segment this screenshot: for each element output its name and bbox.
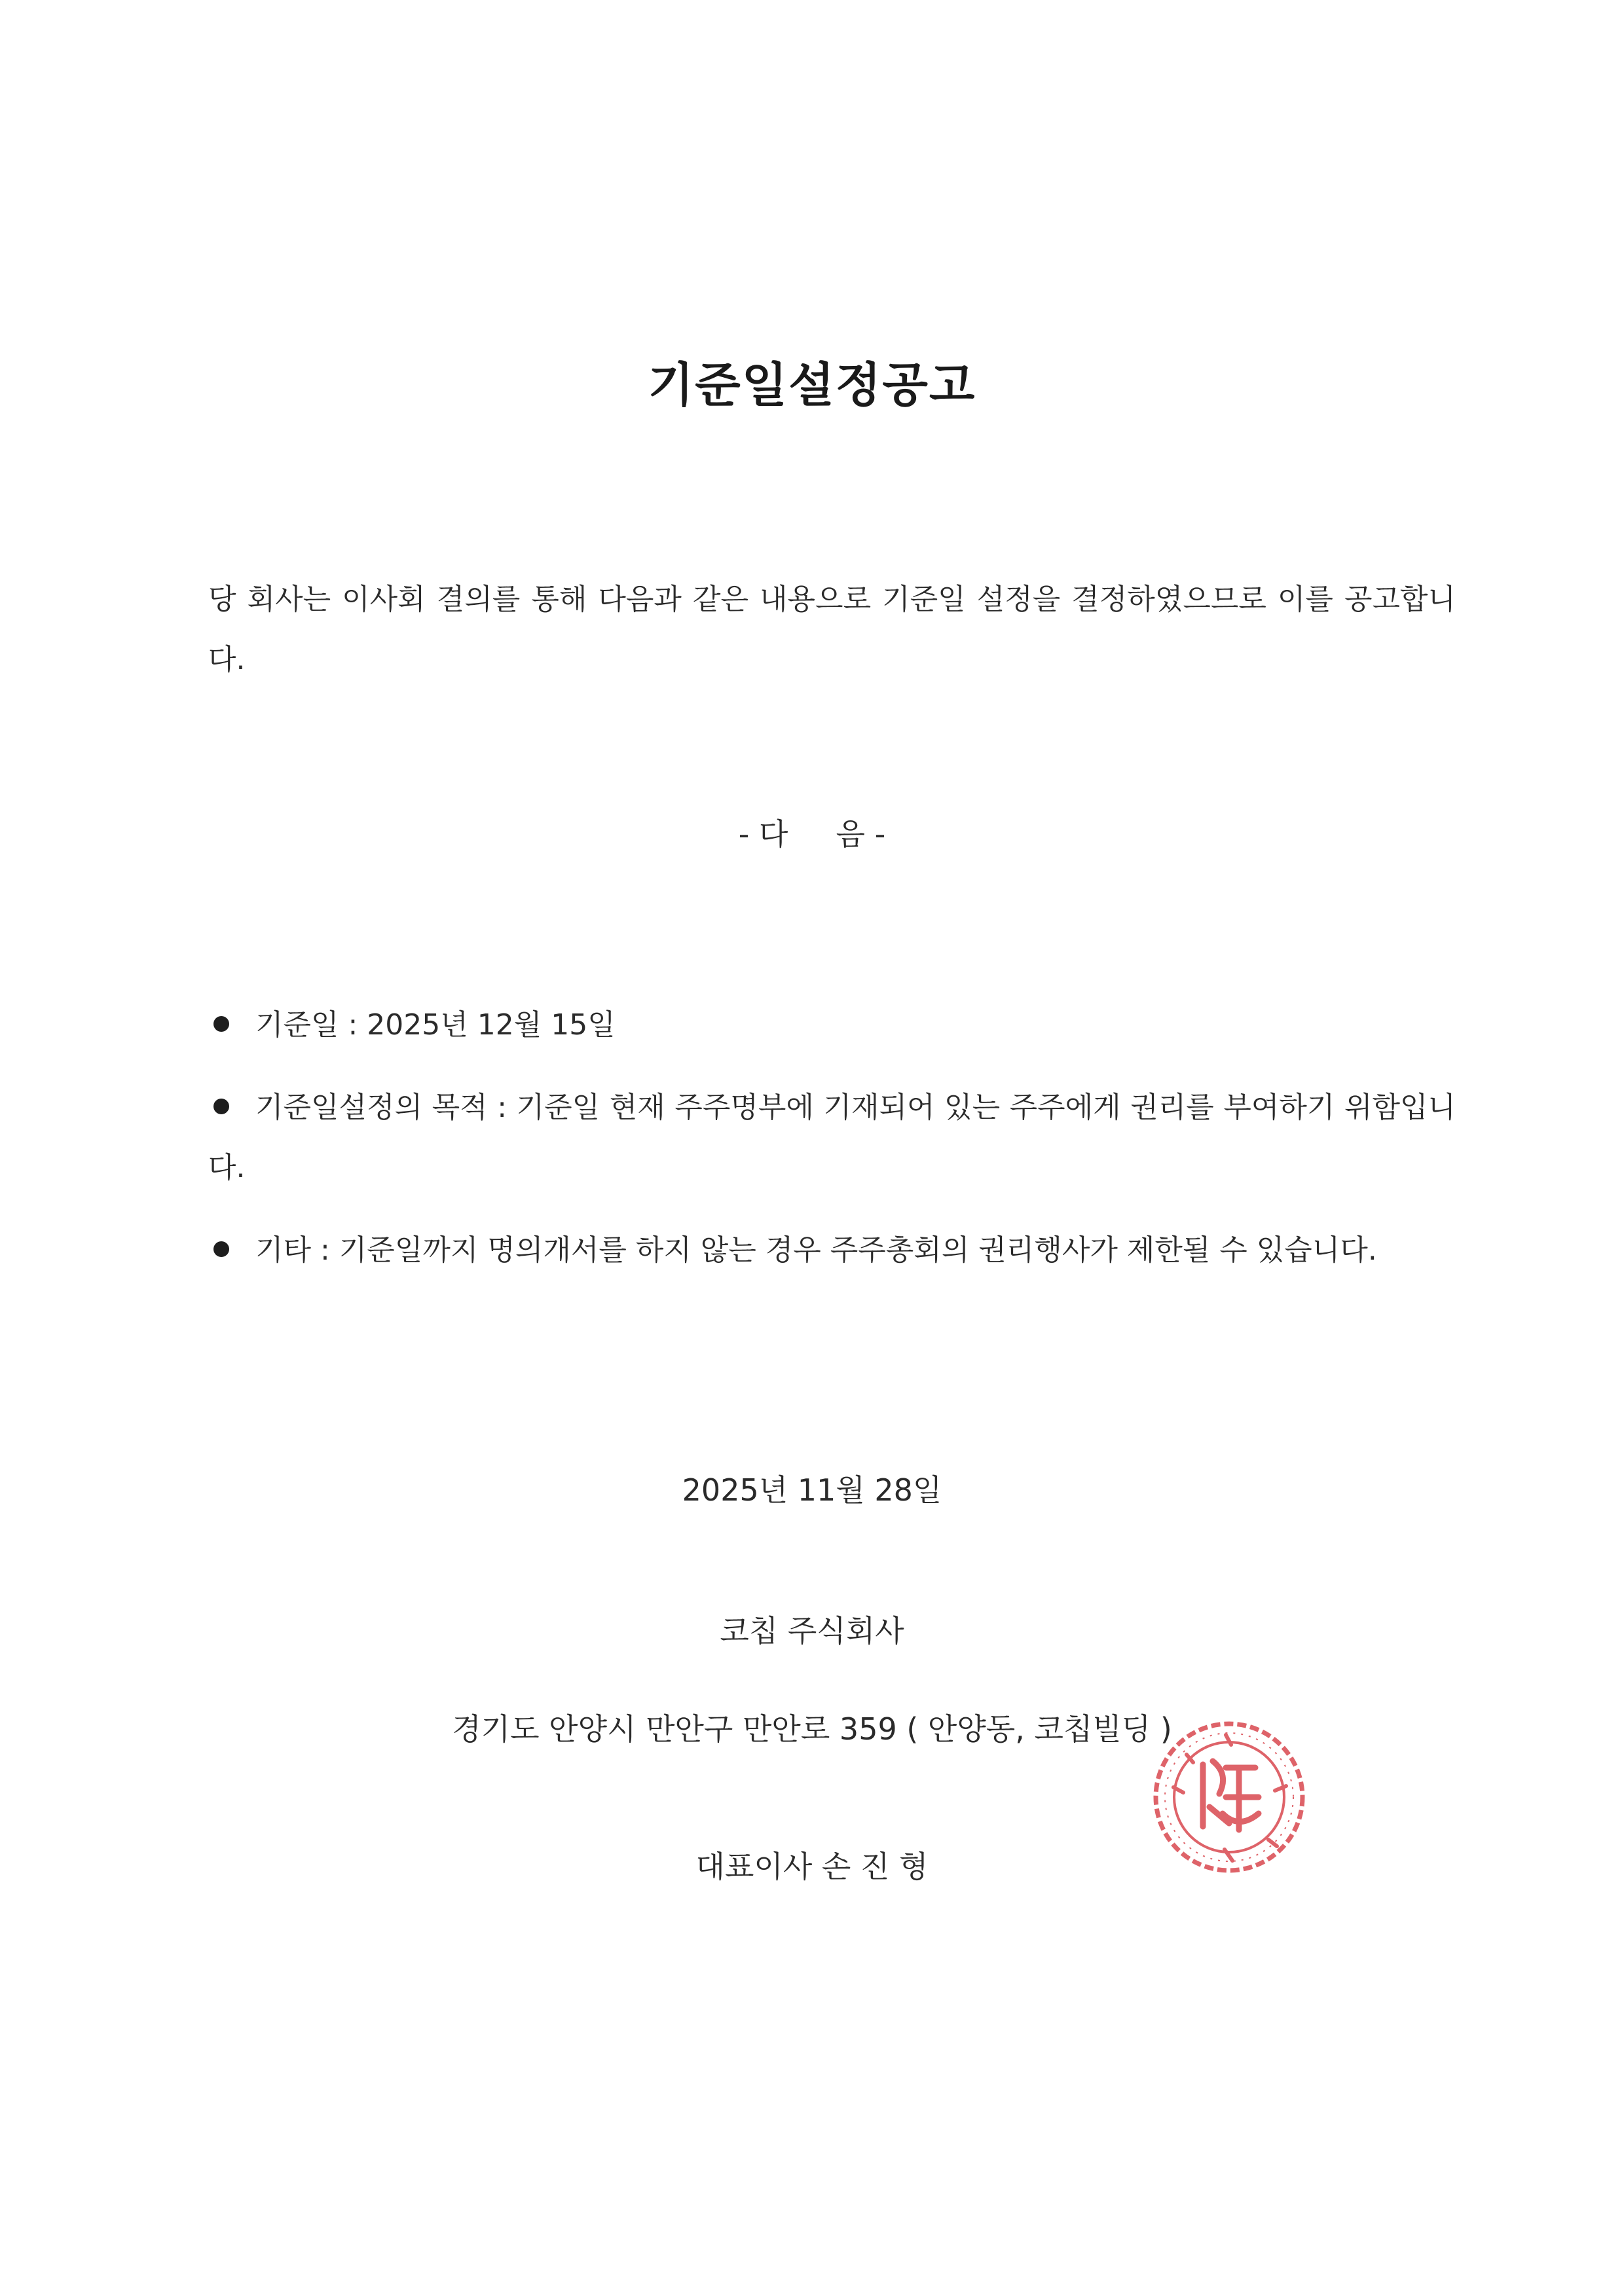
- ceo-name: 대표이사 손 진 형: [695, 1849, 929, 1884]
- list-item-purpose: [208, 1078, 1456, 1198]
- notice-items: [208, 995, 1456, 1303]
- bullet-icon: [213, 1241, 229, 1257]
- list-item-other: [208, 1220, 1456, 1281]
- list-item-text: 기타 : 기준일까지 명의개서를 하지 않는 경우 주주총회의 권리행사가 제한될 수 있습니다.: [255, 1233, 1377, 1267]
- intro-paragraph: 당 회사는 이사회 결의를 통해 다음과 같은 내용으로 기준일 설정을 결정하였으므로 이를 공고합니다.: [208, 583, 1456, 676]
- page-title: 기준일설정공고: [648, 357, 976, 412]
- section-separator: - 다 음 -: [738, 816, 886, 852]
- company-name: 코칩 주식회사: [720, 1613, 904, 1649]
- list-item-text: 기준일설정의 목적 : 기준일 현재 주주명부에 기재되어 있는 주주에게 권리를 부여하기 위함입니다.: [208, 1091, 1456, 1184]
- list-item-text: 기준일 : 2025년 12월 15일: [255, 1008, 616, 1042]
- bullet-icon: [213, 1099, 229, 1114]
- notice-date: 2025년 11월 28일: [682, 1472, 942, 1508]
- company-seal-icon: [1147, 1715, 1311, 1879]
- list-item-record-date: [208, 995, 1456, 1055]
- company-address: 경기도 안양시 만안구 만안로 359 ( 안양동, 코칩빌딩 ): [452, 1711, 1172, 1747]
- bullet-icon: [213, 1016, 229, 1032]
